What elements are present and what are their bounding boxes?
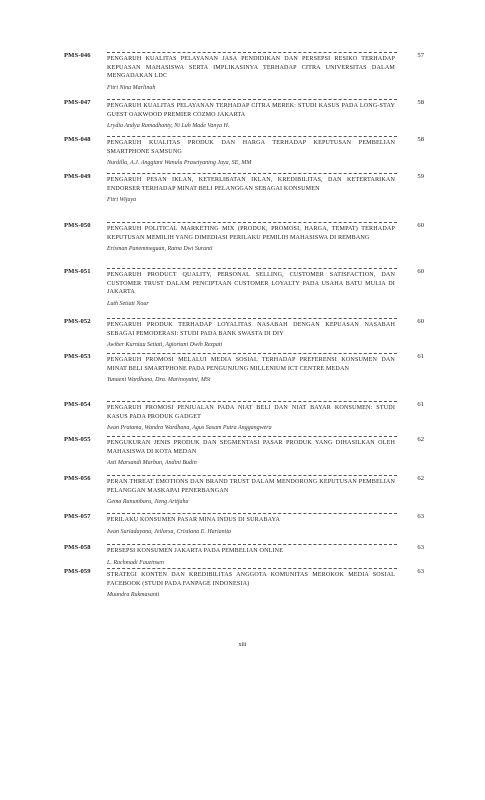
entry-code: PMS-058 [64, 544, 91, 551]
entry-code: PMS-052 [64, 318, 91, 325]
entry-page-number: 63 [417, 544, 424, 551]
entry-code: PMS-050 [64, 222, 91, 229]
entry-code: PMS-048 [64, 136, 91, 143]
entry-body [107, 55, 395, 92]
entry-title: PENGUKURAN JENIS PRODUK DAN SEGMENTASI PASAR PRODUK YANG DIHASILKAN OLEH MAHASISWA DI KOTA MEDAN [107, 440, 395, 455]
entry-title: PENGARUH KUALITAS PELAYANAN JASA PENDIDIKAN DAN PERSEPSI RESIKO TERHADAP KEPUASAN MAHASISWA SERTA IMPLIKASINYA TERHADAP CITRA UNIVERSITAS DALAM MENGADAKAN LDC [107, 56, 395, 79]
entry-code: PMS-047 [64, 99, 91, 106]
entry-code: PMS-051 [64, 268, 91, 275]
entry-body [107, 321, 395, 349]
entry-page-number: 63 [417, 513, 424, 520]
entry-authors: Nurdilla, A.J. Anggiani Wanulu Prasetyaning Jaya, SE, MM [107, 160, 252, 166]
entry-title: PENGARUH PROMOSI MELALUI MEDIA SOSIAL TERHADAP PREFERENSI KONSUMEN DAN MINAT BELI SMARTPHONE PADA PENGUNJUNG MILLENIUM ICT CENTRE MEDAN [107, 357, 395, 372]
entry-authors: Yunaeni Wardhana, Dra. Marinoyatni, MSi [107, 377, 211, 383]
entry-divider [107, 353, 397, 354]
entry-authors: Gema Ranumbara, Jieng Aritjaha [107, 499, 189, 505]
entry-code: PMS-053 [64, 353, 91, 360]
entry-body [107, 356, 395, 384]
entry-code: PMS-049 [64, 173, 91, 180]
entry-authors: Iwan Suriadayana, Jeilarsa, Cristiana E. Harianita [107, 528, 232, 535]
entry-divider [107, 401, 397, 402]
entry-authors: Fitri Wijaya [107, 197, 137, 203]
entry-title: PENGARUH PRODUK TERHADAP LOYALITAS NASABAH DENGAN KEPUASAN NASABAH SEBAGAI PEMODERASI: STUDI PADA BANK SWASTA DI DIY [107, 322, 395, 337]
entry-divider [107, 268, 397, 269]
entry-title: PERILAKU KONSUMEN PASAR MINA INDUS DI SURABAYA [107, 517, 281, 523]
entry-body [107, 404, 395, 432]
entry-title: PENGARUH KUALITAS PRODUK DAN HARGA TERHADAP KEPUTUSAN PEMBELIAN SMARTPHONE SAMSUNG [107, 140, 395, 155]
entry-body [107, 271, 395, 308]
entry-authors: Lrydia Andya Ramadhanty, Ni Luh Made Vanya H. [107, 123, 230, 129]
entry-title: PENGARUH PRODUCT QUALITY, PERSONAL SELLING, CUSTOMER SATISFACTION, DAN CUSTOMER TRUST DALAM PENCIPTAAN CUSTOMER LOYALTY PADA USAHA BATU MULIA DI JAKARTA [107, 272, 395, 295]
entry-divider [107, 136, 397, 137]
entry-divider [107, 513, 397, 514]
entry-page-number: 58 [417, 99, 424, 106]
entry-page-number: 63 [417, 568, 424, 575]
entry-title: STRATEGI KONTEN DAN KREDIBILITAS ANGGOTA KOMUNITAS MEROKOK MEDIA SOSIAL FACEBOOK (STUDI PADA FANPAGE INDONESIA) [107, 572, 395, 587]
entry-authors: Luth Setiati Nour [107, 300, 149, 307]
entry-page-number: 60 [417, 318, 424, 325]
entry-title: PERAN THREAT EMOTIONS DAN BRAND TRUST DALAM MENDORONG KEPUTUSAN PEMBELIAN PELANGGAN MASKAPAI PENERBANGAN [107, 479, 395, 494]
entry-title: PENGARUH POLITICAL MARKETING MIX (PRODUK, PROMOSI, HARGA, TEMPAT) TERHADAP KEPUTUSAN MEMILIH YANG DIMEDIASI PERILAKU PEMILIH MAHASISWA DI REMBANG [107, 226, 395, 241]
entry-body [107, 571, 395, 599]
entry-title: PENGARUH PROMOSI PENJUALAN PADA NIAT BELI DAN NIAT BAYAR KONSUMEN: STUDI KASUS PADA PRODUK GADGET [107, 405, 395, 420]
entry-divider [107, 222, 397, 223]
entry-authors: Asti Marsandi Marbun, Andini Budin [107, 460, 197, 466]
entry-authors: L. Rachmadi Fauzinsen [107, 559, 164, 566]
entry-page-number: 61 [417, 401, 424, 408]
entry-code: PMS-057 [64, 513, 91, 520]
entry-divider [107, 544, 397, 545]
entry-page-number: 59 [417, 173, 424, 180]
entry-divider [107, 436, 397, 437]
entry-divider [107, 52, 397, 53]
entry-divider [107, 475, 397, 476]
entry-body [107, 478, 395, 506]
entry-code: PMS-046 [64, 52, 91, 59]
entry-code: PMS-055 [64, 436, 91, 443]
entry-title: PERSEPSI KONSUMEN JAKARTA PADA PEMBELIAN ONLINE [107, 548, 284, 554]
entry-code: PMS-056 [64, 475, 91, 482]
entry-page-number: 62 [417, 436, 424, 443]
entry-authors: Erisman Panemmeguan, Ratna Dwi Suranti [107, 246, 213, 252]
entry-page-number: 58 [417, 136, 424, 143]
entry-authors: Muandra Rukmasanti [107, 592, 160, 598]
entry-divider [107, 99, 397, 100]
entry-body [107, 516, 395, 536]
entry-divider [107, 173, 397, 174]
entry-body [107, 102, 395, 130]
entry-page-number: 57 [417, 52, 424, 59]
entry-authors: Awiber Kurniau Setiati, Agiortani Dwih Rezpati [107, 342, 223, 348]
entry-code: PMS-054 [64, 401, 91, 408]
entry-page-number: 62 [417, 475, 424, 482]
entry-divider [107, 568, 397, 569]
entry-code: PMS-059 [64, 568, 91, 575]
entry-body [107, 225, 395, 253]
entry-page-number: 60 [417, 222, 424, 229]
entry-title: PENGARUH KUALITAS PELAYANAN TERHADAP CITRA MEREK: STUDI KASUS PADA LONG-STAY GUEST OAKWOOD PREMIER COZMO JAKARTA [107, 103, 395, 118]
entry-body [107, 176, 395, 204]
entry-body [107, 439, 395, 467]
entry-authors: Fitri Nina Marlinah [107, 84, 156, 91]
entry-body [107, 547, 395, 567]
page-folio: xiii [238, 642, 247, 648]
entry-divider [107, 318, 397, 319]
entry-authors: Iwan Pratama, Wandra Wardhana, Agus Sasam Putra Anggangwera [107, 425, 272, 431]
entry-page-number: 60 [417, 268, 424, 275]
entry-body [107, 139, 395, 167]
entry-page-number: 61 [417, 353, 424, 360]
entry-title: PENGARUH PESAN IKLAN, KETERLIBATAN IKLAN, KREDIBILITAS, DAN KETERTARIKAN ENDORSER TERHADAP MINAT BELI PELANGGAN SEBAGAI KONSUMEN [107, 177, 395, 192]
